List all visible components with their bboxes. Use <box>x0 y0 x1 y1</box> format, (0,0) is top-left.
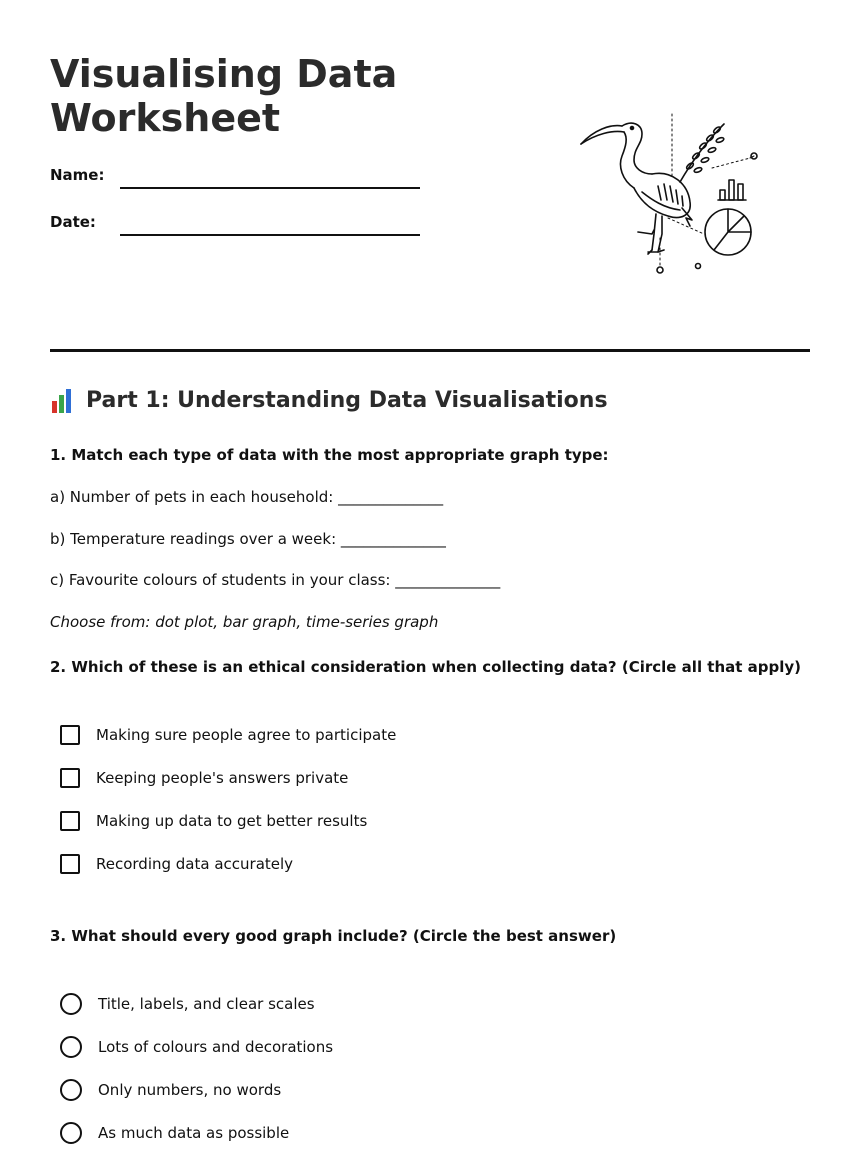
header-divider <box>50 349 810 352</box>
date-label: Date: <box>50 213 96 231</box>
name-label: Name: <box>50 166 105 184</box>
bar-chart-icon <box>50 389 74 413</box>
section-title-text: Part 1: Understanding Data Visualisations <box>86 388 608 413</box>
radio-circle[interactable] <box>60 1122 82 1144</box>
checkbox[interactable] <box>60 768 80 788</box>
worksheet-title: Visualising Data Worksheet <box>50 52 398 140</box>
radio-circle[interactable] <box>60 993 82 1015</box>
q3-option-label: Only numbers, no words <box>98 1081 282 1099</box>
checkbox[interactable] <box>60 811 80 831</box>
question-2-prompt: 2. Which of these is an ethical consideration when collecting data? (Circle all that apply) <box>50 658 802 676</box>
q2-option-label: Making sure people agree to participate <box>96 726 397 744</box>
q3-option[interactable] <box>60 1035 333 1059</box>
q2-option-label: Making up data to get better results <box>96 812 368 830</box>
q3-option[interactable] <box>60 992 315 1016</box>
question-1-prompt: 1. Match each type of data with the most appropriate graph type: <box>50 446 609 464</box>
q2-option[interactable] <box>60 809 367 833</box>
question-1-choices: Choose from: dot plot, bar graph, time-series graph <box>50 613 439 631</box>
checkbox[interactable] <box>60 725 80 745</box>
radio-circle[interactable] <box>60 1079 82 1101</box>
q2-option[interactable] <box>60 852 293 876</box>
q2-option-label: Keeping people's answers private <box>96 769 349 787</box>
question-1a: a) Number of pets in each household: ______________ <box>50 488 444 506</box>
name-input-line[interactable] <box>120 187 420 189</box>
date-input-line[interactable] <box>120 234 420 236</box>
ibis-illustration-icon <box>572 108 772 283</box>
q3-option[interactable] <box>60 1078 281 1102</box>
q3-option-label: Title, labels, and clear scales <box>98 995 315 1013</box>
q2-option[interactable] <box>60 723 396 747</box>
q3-option-label: Lots of colours and decorations <box>98 1038 334 1056</box>
q3-option[interactable] <box>60 1121 289 1145</box>
q2-option-label: Recording data accurately <box>96 855 294 873</box>
radio-circle[interactable] <box>60 1036 82 1058</box>
q3-option-label: As much data as possible <box>98 1124 290 1142</box>
question-3-prompt: 3. What should every good graph include? (Circle the best answer) <box>50 927 617 945</box>
q2-option[interactable] <box>60 766 348 790</box>
question-1c: c) Favourite colours of students in your class: ______________ <box>50 571 501 589</box>
checkbox[interactable] <box>60 854 80 874</box>
section-title-part1 <box>50 388 608 413</box>
question-1b: b) Temperature readings over a week: ______________ <box>50 530 446 548</box>
